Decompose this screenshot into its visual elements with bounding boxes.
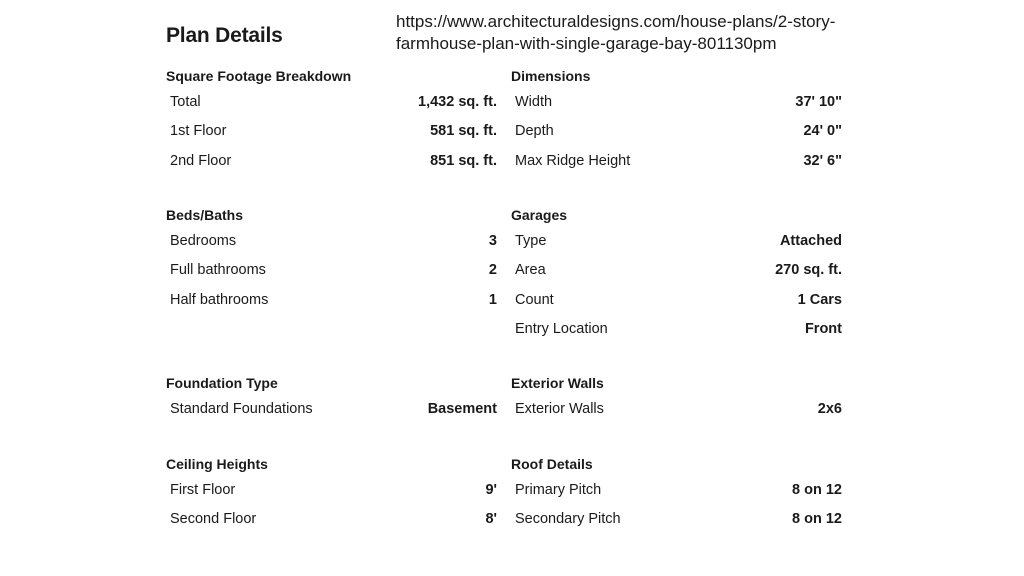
- spec-row: [511, 256, 842, 285]
- spec-label: Primary Pitch: [515, 482, 602, 498]
- spec-value: 37' 10": [795, 94, 842, 110]
- dimensions-heading: Dimensions: [511, 68, 591, 84]
- spec-label: Second Floor: [170, 511, 257, 528]
- page-title: Plan Details: [166, 24, 283, 47]
- spec-label: Width: [515, 94, 553, 110]
- spec-row: [511, 286, 842, 315]
- spec-value: 24' 0": [803, 123, 842, 140]
- spec-value: 32' 6": [803, 152, 842, 169]
- spec-row: [511, 395, 842, 424]
- spec-row: [166, 286, 497, 315]
- spec-label: 1st Floor: [170, 123, 227, 140]
- spec-label: Secondary Pitch: [515, 511, 621, 528]
- spec-label: Standard Foundations: [170, 401, 313, 417]
- spec-value: 1 Cars: [797, 291, 842, 308]
- spec-row: [166, 147, 497, 176]
- spec-value: 8 on 12: [792, 511, 842, 528]
- spec-row: [511, 315, 842, 344]
- spec-label: Type: [515, 233, 547, 249]
- spec-label: Max Ridge Height: [515, 152, 631, 169]
- spec-row: [511, 476, 842, 505]
- beds-baths-heading: Beds/Baths: [166, 207, 244, 223]
- spec-label: Exterior Walls: [515, 401, 604, 417]
- spec-value: 8 on 12: [792, 482, 842, 498]
- spec-label: Total: [170, 94, 201, 110]
- dimensions-section: [511, 67, 842, 176]
- spec-label: Depth: [515, 123, 554, 140]
- source-url: https://www.architecturaldesigns.com/house-plans/2-story-farmhouse-plan-with-single-garage-bay-801130pm: [396, 12, 836, 53]
- spec-value: 1,432 sq. ft.: [418, 94, 497, 110]
- spec-row: [511, 147, 842, 176]
- foundation-heading: Foundation Type: [166, 375, 278, 391]
- spec-row: [511, 505, 842, 534]
- spec-label: 2nd Floor: [170, 152, 232, 169]
- spec-label: Full bathrooms: [170, 262, 266, 279]
- garages-heading: Garages: [511, 207, 568, 223]
- spec-row: [166, 227, 497, 256]
- roof-details-heading: Roof Details: [511, 456, 593, 472]
- spec-row: [166, 256, 497, 285]
- spec-value: Attached: [779, 233, 842, 249]
- spec-row: [166, 505, 497, 534]
- spec-value: 9': [485, 482, 497, 498]
- spec-row: [166, 88, 497, 117]
- foundation-section: [166, 374, 497, 424]
- spec-label: Count: [515, 291, 554, 308]
- spec-value: 2: [488, 262, 497, 279]
- exterior-walls-heading: Exterior Walls: [511, 375, 604, 391]
- ceiling-heights-section: [166, 455, 497, 535]
- roof-details-section: [511, 455, 842, 535]
- spec-value: 8': [485, 511, 497, 528]
- square-footage-heading: Square Footage Breakdown: [166, 68, 352, 84]
- spec-value: 2x6: [817, 401, 842, 417]
- spec-label: First Floor: [170, 482, 236, 498]
- spec-value: Basement: [427, 401, 497, 417]
- ceiling-heights-heading: Ceiling Heights: [166, 456, 268, 472]
- spec-label: Half bathrooms: [170, 291, 269, 308]
- spec-value: 270 sq. ft.: [775, 262, 842, 279]
- spec-value: 581 sq. ft.: [430, 123, 497, 140]
- beds-baths-section: [166, 206, 497, 315]
- spec-row: [166, 476, 497, 505]
- spec-label: Area: [515, 262, 546, 279]
- spec-label: Entry Location: [515, 320, 608, 337]
- spec-label: Bedrooms: [170, 233, 237, 249]
- spec-row: [511, 88, 842, 117]
- spec-value: 1: [488, 291, 497, 308]
- spec-row: [166, 395, 497, 424]
- spec-row: [166, 117, 497, 146]
- exterior-walls-section: [511, 374, 842, 424]
- spec-row: [511, 227, 842, 256]
- spec-value: 3: [488, 233, 497, 249]
- square-footage-section: [166, 67, 497, 176]
- garages-section: [511, 206, 842, 344]
- spec-row: [511, 117, 842, 146]
- spec-value: Front: [804, 320, 842, 337]
- spec-value: 851 sq. ft.: [430, 152, 497, 169]
